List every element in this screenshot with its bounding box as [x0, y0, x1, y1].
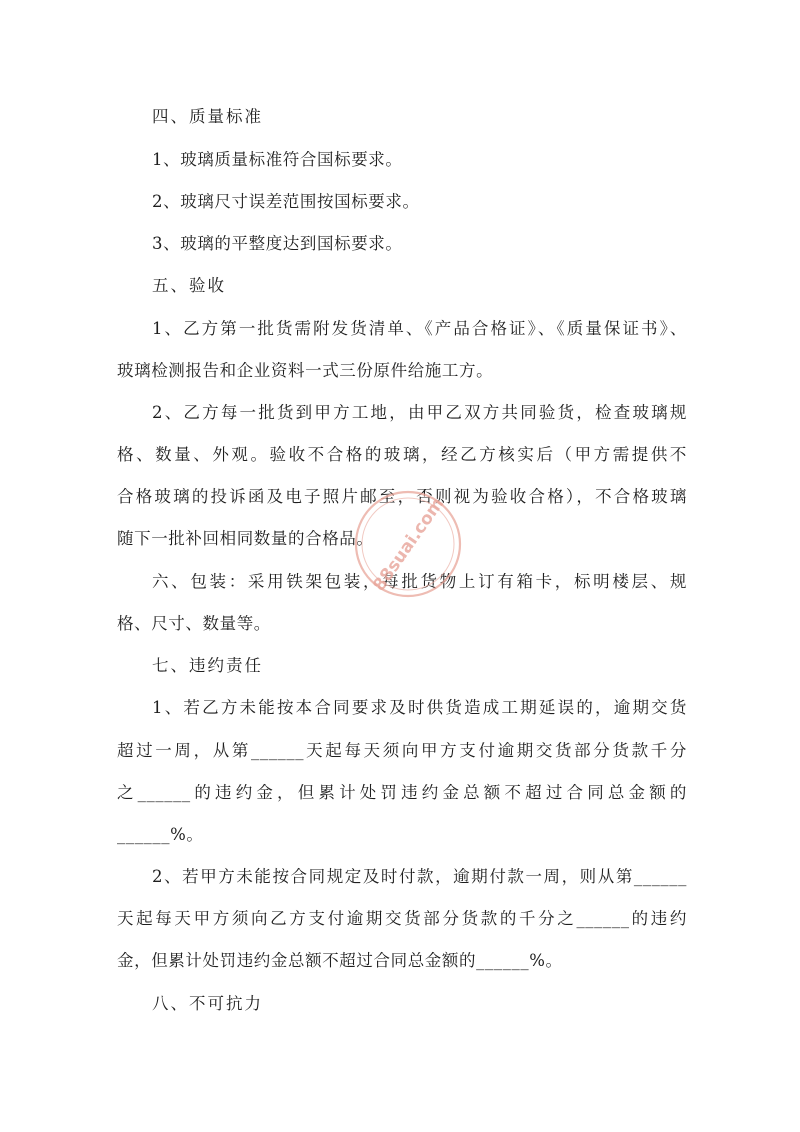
paragraph-line: 天起每天甲方须向乙方支付逾期交货部分货款的千分之______的违约: [117, 909, 687, 928]
paragraph-line: 六、包装：采用铁架包装，每批货物上订有箱卡，标明楼层、规: [152, 572, 687, 591]
paragraph-line: 随下一批补回相同数量的合格品。: [117, 529, 374, 548]
paragraph-line: 3、玻璃的平整度达到国标要求。: [152, 234, 403, 253]
paragraph-line: 2、若甲方未能按合同规定及时付款，逾期付款一周，则从第______: [152, 867, 687, 886]
paragraph-line: 2、玻璃尺寸误差范围按国标要求。: [152, 192, 420, 211]
section-heading-liability: 七、违约责任: [152, 656, 263, 675]
paragraph-line: 合格玻璃的投诉函及电子照片邮至，否则视为验收合格），不合格玻璃: [117, 487, 687, 506]
paragraph-line: 1、玻璃质量标准符合国标要求。: [152, 150, 403, 169]
paragraph-line: 1、乙方第一批货需附发货清单、《产品合格证》、《质量保证书》、: [152, 319, 687, 338]
paragraph-line: 1、若乙方未能按本合同要求及时供货造成工期延误的，逾期交货: [152, 698, 687, 717]
paragraph-line: 格、尺寸、数量等。: [117, 614, 271, 633]
paragraph-line: 超过一周，从第______天起每天须向甲方支付逾期交货部分货款千分: [117, 741, 687, 760]
paragraph-line: 2、乙方每一批货到甲方工地，由甲乙双方共同验货，检查玻璃规: [152, 403, 687, 422]
paragraph-line: 格、数量、外观。验收不合格的玻璃，经乙方核实后（甲方需提供不: [117, 445, 687, 464]
section-heading-quality: 四、质量标准: [152, 107, 263, 126]
watermark-text: 88suai.com: [369, 494, 449, 595]
section-heading-acceptance: 五、验收: [152, 276, 226, 295]
section-heading-force-majeure: 八、不可抗力: [152, 994, 263, 1013]
paragraph-line: ______%。: [117, 825, 204, 844]
paragraph-line: 金，但累计处罚违约金总额不超过合同总金额的______%。: [117, 951, 563, 970]
paragraph-line: 玻璃检测报告和企业资料一式三份原件给施工方。: [117, 361, 494, 380]
paragraph-line: 之______的违约金，但累计处罚违约金总额不超过合同总金额的: [117, 783, 687, 802]
